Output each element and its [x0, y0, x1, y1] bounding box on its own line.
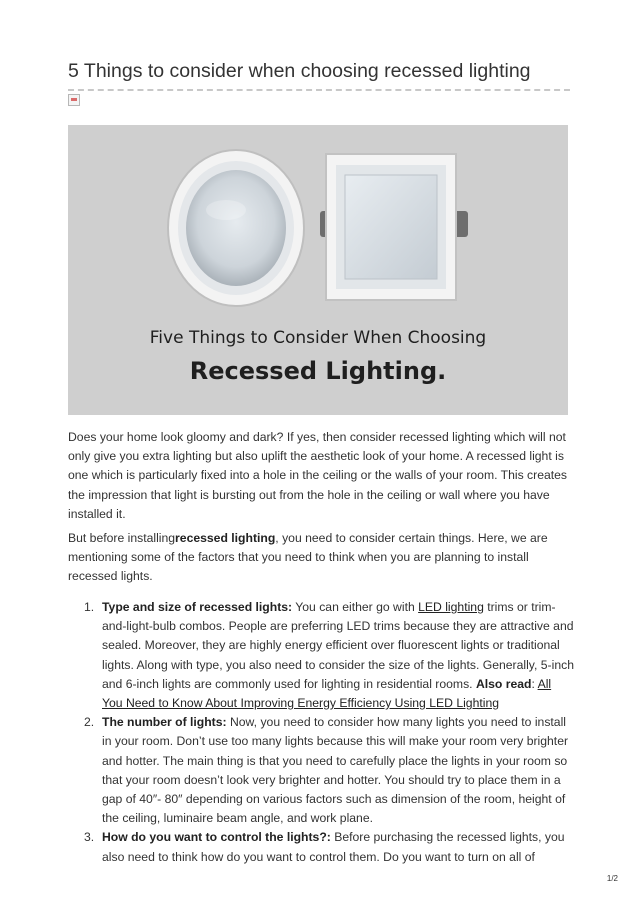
- page-title: 5 Things to consider when choosing recessed lighting: [68, 60, 531, 82]
- list-item-text: trims or trim-and-light-bulb combos. People are preferring LED trims because they are attractive and sealed. Moreover, they are highly energy efficient over fluorescent lights or traditional lights. Along with type, you also need to consider the size of the lights. Generally, 5-inch and 6-inch lights are commonly used for lighting in residential rooms.: [102, 600, 574, 691]
- title-divider: [68, 89, 570, 91]
- list-item-text: You can either go with: [292, 600, 419, 614]
- list-item: [68, 713, 574, 828]
- list-item-heading: Type and size of recessed lights:: [102, 600, 293, 614]
- factors-list: [68, 598, 574, 867]
- list-item-heading: The number of lights:: [102, 715, 227, 730]
- paragraph-text: , you need to consider certain things. Here, we are mentioning some of the factors that you need to think when you are planning to install recessed lights.: [68, 531, 548, 584]
- page-number: 1/2: [606, 874, 618, 883]
- list-number: 1.: [84, 600, 95, 614]
- list-item-text: Now, you need to consider how many lights you need to install in your room. Don’t use too many lights because this will make your room very brighter and hotter. The main thing is that you need to carefully place the lights in your room so that your room doesn’t look very brighter and hotter. You should try to place them in a gap of 40″- 80″ depending on various factors such as dimension of the room, height of the ceiling, luminaire beam angle, and work plane.: [102, 715, 569, 826]
- also-read-colon: :: [531, 676, 538, 691]
- led-lighting-link[interactable]: LED lighting: [418, 600, 484, 614]
- bold-keyword: recessed lighting: [175, 531, 276, 545]
- also-read-link[interactable]: All You Need to Know About Improving Energy Efficiency Using LED Lighting: [102, 676, 552, 711]
- paragraph-text: But before installing: [68, 531, 176, 545]
- also-read-label: Also read: [475, 676, 532, 691]
- second-paragraph: [68, 529, 574, 587]
- broken-image-icon: [68, 94, 80, 106]
- hero-caption-line2: Recessed Lighting.: [189, 357, 447, 385]
- hero-caption-line1: Five Things to Consider When Choosing: [149, 328, 487, 348]
- hero-image: [68, 125, 568, 415]
- list-item-text: Before purchasing the recessed lights, you also need to think how do you want to control them. Do you want to turn on all of: [102, 830, 565, 864]
- square-recessed-light: [320, 154, 468, 300]
- list-item: [68, 828, 574, 866]
- list-item: [68, 598, 574, 713]
- round-recessed-light: [168, 150, 304, 306]
- list-number: 2.: [84, 715, 95, 730]
- list-number: 3.: [84, 830, 95, 845]
- intro-paragraph: Does your home look gloomy and dark? If yes, then consider recessed lighting which will not only give you extra lighting but also uplift the aesthetic look of your home. A recessed light is one which is particularly fixed into a hole in the ceiling or the walls of your room. This creates the impression that light is bursting out from the hole in the ceiling or wall where you have installed it.: [68, 430, 568, 521]
- list-item-heading: How do you want to control the lights?:: [102, 830, 331, 845]
